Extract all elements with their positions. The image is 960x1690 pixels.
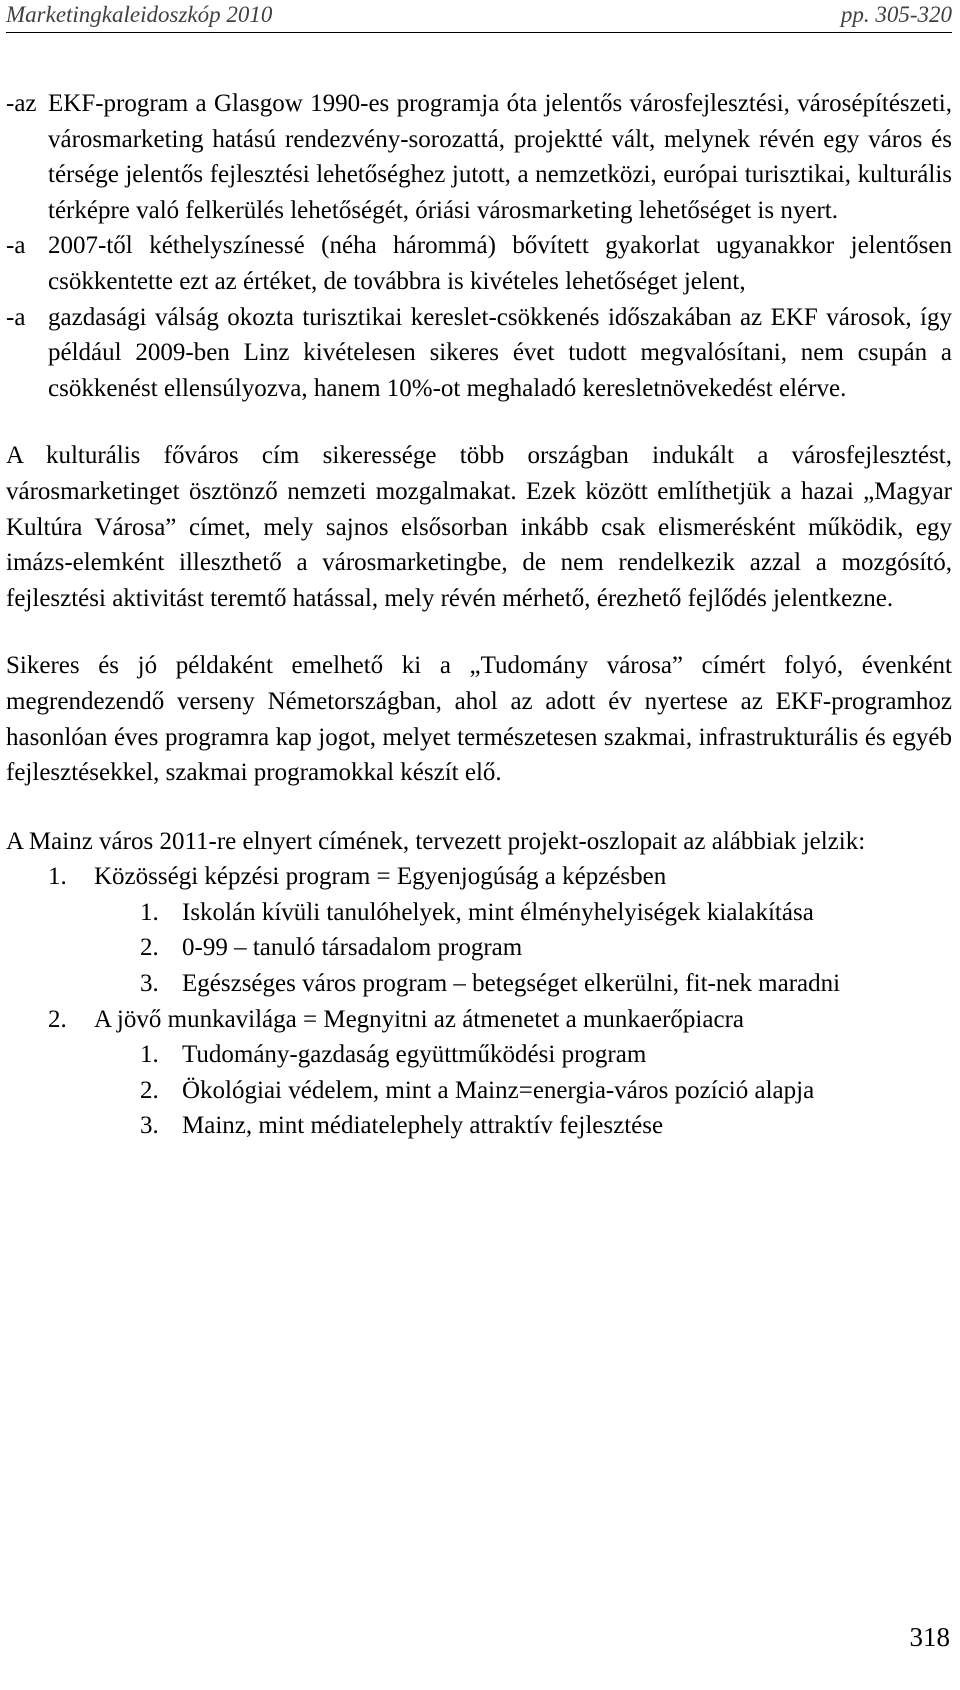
bullet-item: [6, 86, 952, 228]
bullet-dash: -a: [6, 303, 26, 331]
bullet-text: 2007-től kéthelyszínessé (néha hárommá) bővített gyakorlat ugyanakkor jelentősen csökkentette ezt az értéket, de továbbra is kivételes lehetőséget jelent,: [48, 232, 952, 295]
sub-item-label: Iskolán kívüli tanulóhelyek, mint élményhelyiségek kialakítása: [182, 898, 814, 926]
sub-item: [6, 1073, 952, 1109]
bullet-text: EKF-program a Glasgow 1990-es programja óta jelentős városfejlesztési, városépítészeti, városmarketing hatású rendezvény-sorozattá, projektté vált, melynek révén egy város és térsége jelentős fejlesztési lehetőséghez jutott, a nemzetközi, európai turisztikai, kulturális térképre való felkerülés lehetőségét, óriási városmarketing lehetőséget is nyert.: [48, 90, 952, 224]
sub-item: [6, 1037, 952, 1073]
spacer: [6, 406, 952, 438]
pillar-number: 2.: [48, 1005, 67, 1033]
paragraph-cultural-capital: A kulturális főváros cím sikeressége több országban indukált a városfejlesztést, városmarketinget ösztönző nemzeti mozgalmakat. Ezek között említhetjük a hazai „Magyar Kultúra Városa” címet, mely sajnos elsősorban inkább csak elismerésként működik, egy imázs-elemként illeszthető a városmarketingbe, de nem rendelkezik azzal a mozgósító, fejlesztési aktivitást teremtő hatással, mely révén mérhető, érezhető fejlődés jelentkezne.: [6, 442, 952, 612]
sub-item: [6, 930, 952, 966]
sub-item: [6, 966, 952, 1002]
running-header: [6, 0, 952, 30]
page-range: pp. 305-320: [840, 2, 952, 27]
sub-item-number: 1.: [140, 898, 159, 926]
document-body: [6, 86, 952, 1144]
sub-item-number: 3.: [140, 1112, 159, 1140]
pillar-number: 1.: [48, 863, 67, 891]
bullet-dash: -az: [6, 90, 37, 117]
sub-item-number: 2.: [140, 934, 159, 962]
pillar-item: [6, 1002, 952, 1038]
bullet-dash: -a: [6, 232, 26, 260]
bullet-item: [6, 300, 952, 407]
sub-item-label: Tudomány-gazdaság együttműködési program: [182, 1041, 647, 1069]
pillar-label: Közösségi képzési program = Egyenjogúság a képzésben: [94, 863, 667, 891]
bullet-text: gazdasági válság okozta turisztikai kereslet-csökkenés időszakában az EKF városok, így például 2009-ben Linz kivételesen sikeres évet tudott megvalósítani, nem csupán a csökkenést ellensúlyozva, hanem 10%-ot meghaladó keresletnövekedést elérve.: [48, 303, 952, 402]
header-divider: [6, 32, 952, 33]
sub-item-label: Mainz, mint médiatelephely attraktív fejlesztése: [182, 1112, 664, 1140]
sub-item: [6, 895, 952, 931]
bullet-item: [6, 228, 952, 299]
page-number: 318: [909, 1622, 950, 1652]
sub-item-label: 0-99 – tanuló társadalom program: [182, 934, 523, 962]
pillar-item: [6, 859, 952, 895]
journal-title: Marketingkaleidoszkóp 2010: [6, 2, 273, 27]
spacer: [6, 791, 952, 824]
sub-item-number: 2.: [140, 1076, 159, 1104]
sub-item-number: 3.: [140, 970, 159, 998]
sub-item-number: 1.: [140, 1041, 159, 1069]
sub-item-label: Egészséges város program – betegséget elkerülni, fit-nek maradni: [182, 970, 841, 998]
sub-item-label: Ökológiai védelem, mint a Mainz=energia-város pozíció alapja: [182, 1076, 815, 1104]
pillar-list: [6, 859, 952, 1144]
paragraph-science-city: Sikeres és jó példaként emelhető ki a „Tudomány városa” címért folyó, évenként megrendezendő verseny Németországban, ahol az adott év nyertese az EKF-programhoz hasonlóan éves programra kap jogot, melyet természetesen szakmai, infrastrukturális és egyéb fejlesztésekkel, szakmai programokkal készít elő.: [6, 652, 952, 787]
spacer: [6, 616, 952, 648]
pillar-label: A jövő munkavilága = Megnyitni az átmenetet a munkaerőpiacra: [94, 1005, 744, 1033]
sub-item: [6, 1108, 952, 1144]
paragraph-mainz-intro: A Mainz város 2011-re elnyert címének, tervezett projekt-oszlopait az alábbiak jelzik:: [6, 827, 866, 855]
